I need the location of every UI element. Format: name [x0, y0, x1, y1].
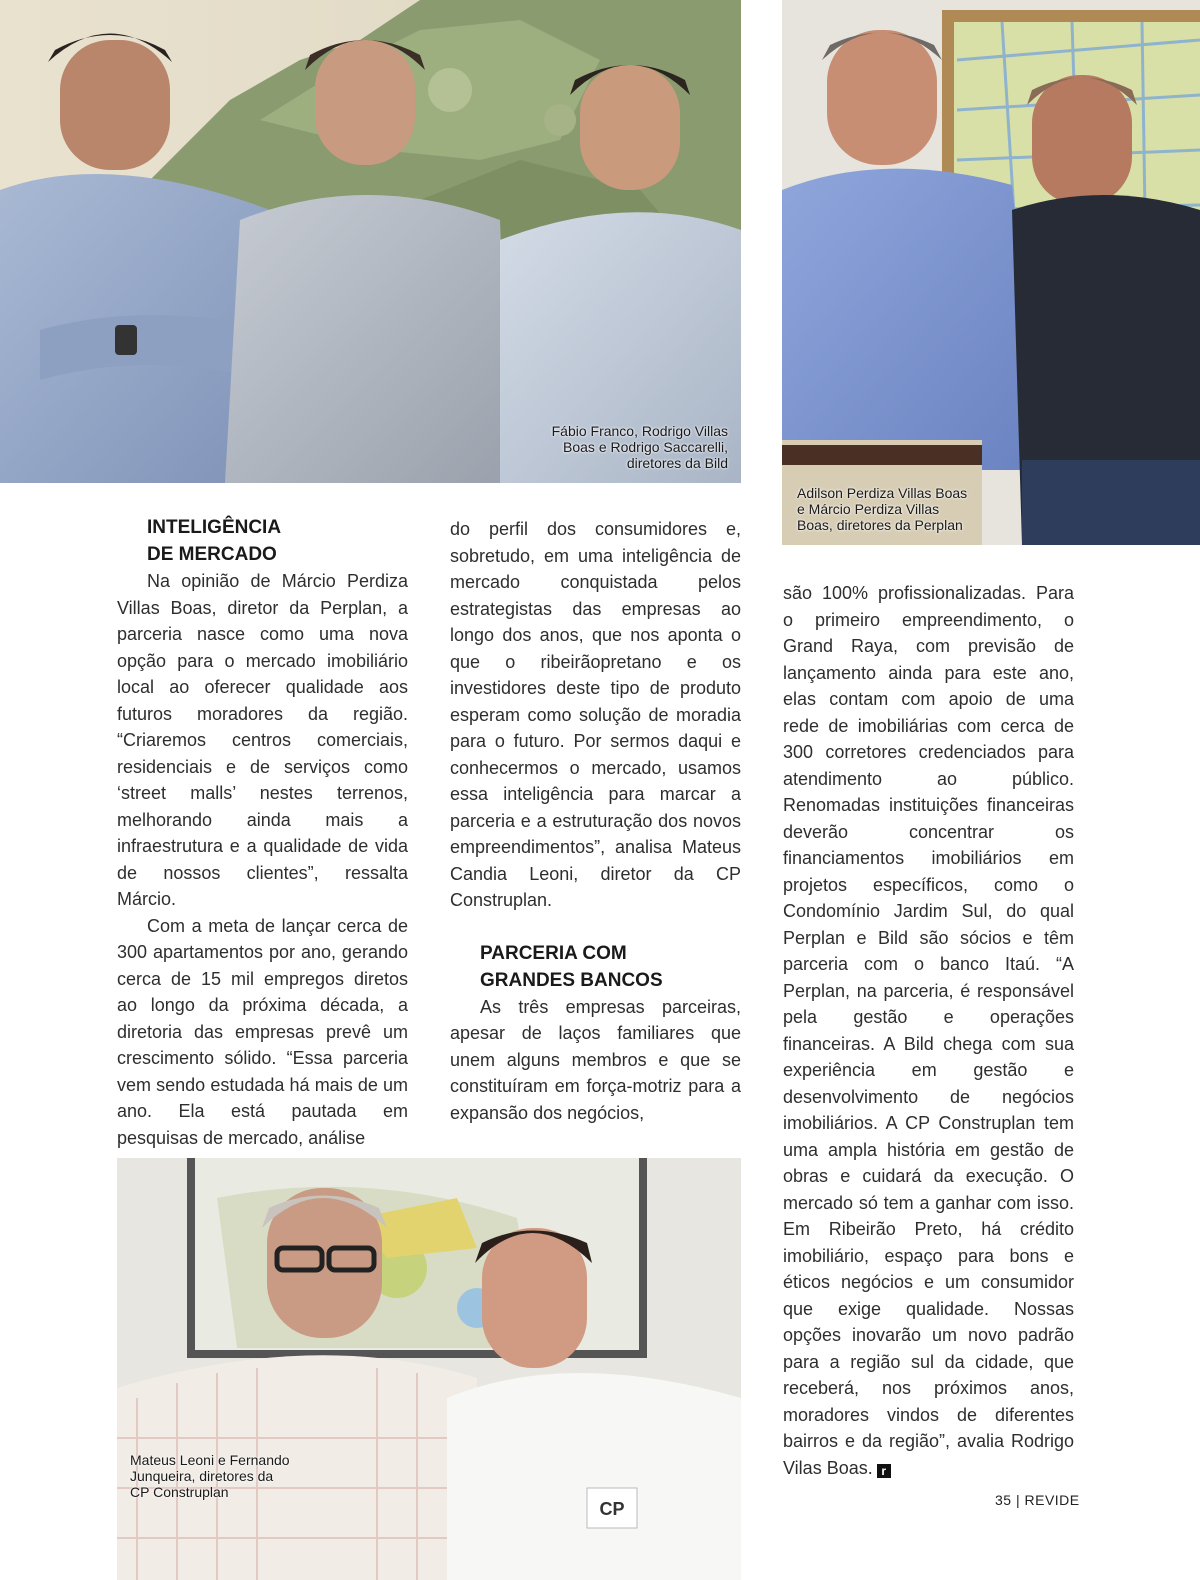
paragraph: Na opinião de Márcio Perdiza Villas Boas, diretor da Perplan, a parceria nasce como uma nova opção para o mercado imobiliário local ao oferecer qualidade aos futuros moradores da região. “Criaremos centros comerciais, residenciais e de serviços como ‘street malls’ nestes terrenos, melhorando ainda mais a infraestrutura e a qualidade de vida de nossos clientes”, ressalta Márcio. [117, 571, 408, 909]
photo-perplan-image [782, 0, 1200, 545]
paragraph: As três empresas parceiras, apesar de laços familiares que unem alguns membros e que se constituíram em força-motriz para a expansão dos negócios, [450, 996, 741, 1123]
paragraph: do perfil dos consumidores e, sobretudo, em uma inteligência de mercado conquistada pelos estrategistas das empresas ao longo dos anos, que nos aponta o que o ribeirãopretano e os investidores deste tipo de produto esperam como solução de moradia para o futuro. Por sermos daqui e conhecermos o mercado, usamos essa inteligência para marcar a parceria e a estruturação dos novos empreendimentos”, analisa Mateus Candia Leoni, diretor da CP Construplan. [450, 519, 741, 910]
heading-line: INTELIGÊNCIA [147, 517, 282, 538]
article-column-3 [783, 580, 1074, 1481]
article-column-1 [117, 514, 408, 1151]
caption-line: CP Construplan [130, 1484, 229, 1500]
heading-line: PARCERIA COM [480, 942, 627, 964]
shirt-logo-text: CP [599, 1499, 625, 1519]
magazine-name: REVIDE [1024, 1492, 1080, 1508]
photo-bild-directors [0, 0, 741, 483]
caption-line: Fábio Franco, Rodrigo Villas [551, 423, 728, 439]
heading-line: DE MERCADO [147, 544, 277, 565]
caption-line: diretores da Bild [626, 455, 728, 471]
heading-line: GRANDES BANCOS [480, 969, 663, 991]
photo-bild-image [0, 0, 741, 483]
footer-separator: | [1015, 1492, 1021, 1508]
photo-cp-caption [130, 1452, 290, 1500]
caption-line: Junqueira, diretores da [130, 1468, 274, 1484]
photo-cp-directors [117, 1158, 741, 1580]
caption-line: e Márcio Perdiza Villas [797, 501, 940, 517]
page-footer [995, 1492, 1080, 1508]
photo-cp-image [117, 1158, 741, 1580]
page-number: 35 [995, 1492, 1012, 1508]
photo-perplan-caption [797, 485, 967, 533]
section-heading-inteligencia [117, 514, 408, 568]
caption-line: Boas, diretores da Perplan [797, 517, 963, 533]
paragraph [783, 580, 1074, 1481]
caption-line: Mateus Leoni e Fernando [130, 1452, 290, 1468]
article-column-2 [450, 516, 741, 1126]
section-heading-parceria [450, 940, 741, 994]
end-of-article-mark: r [877, 1464, 891, 1478]
caption-line: Adilson Perdiza Villas Boas [797, 485, 968, 501]
caption-line: Boas e Rodrigo Saccarelli, [563, 439, 728, 455]
paragraph-text: são 100% profissionalizadas. Para o primeiro empreendimento, o Grand Raya, com previsão de lançamento ainda para este ano, elas contam com apoio de uma rede de imobiliárias com cerca de 300 corretores credenciados para atendimento ao público. Renomadas instituições financeiras deverão concentrar os financiamentos imobiliários em projetos específicos, como o Condomínio Jardim Sul, do qual Perplan e Bild são sócios e têm parceria com o banco Itaú. “A Perplan, na parceria, é responsável pela gestão e operações financeiras. A Bild chega com sua experiência em gestão e desenvolvimento de negócios imobiliários. A CP Construplan tem uma ampla história em gestão de obras e cuidará da execução. O mercado só tem a ganhar com isso. Em Ribeirão Preto, há crédito imobiliário, espaço para bons e éticos negócios e um consumidor que exige qualidade. Nossas opções inovarão um novo padrão para a região sul da cidade, que receberá, nos próximos anos, moradores vindos de diferentes bairros e da região”, avalia Rodrigo Vilas Boas. [783, 583, 1074, 1478]
paragraph: Com a meta de lançar cerca de 300 apartamentos por ano, gerando cerca de 15 mil empregos diretos ao longo da próxima década, a diretoria das empresas prevê um crescimento sólido. “Essa parceria vem sendo estudada há mais de um ano. Ela está pautada em pesquisas de mercado, análise [117, 915, 408, 1148]
photo-perplan-directors [782, 0, 1200, 545]
photo-bild-caption [552, 423, 728, 471]
